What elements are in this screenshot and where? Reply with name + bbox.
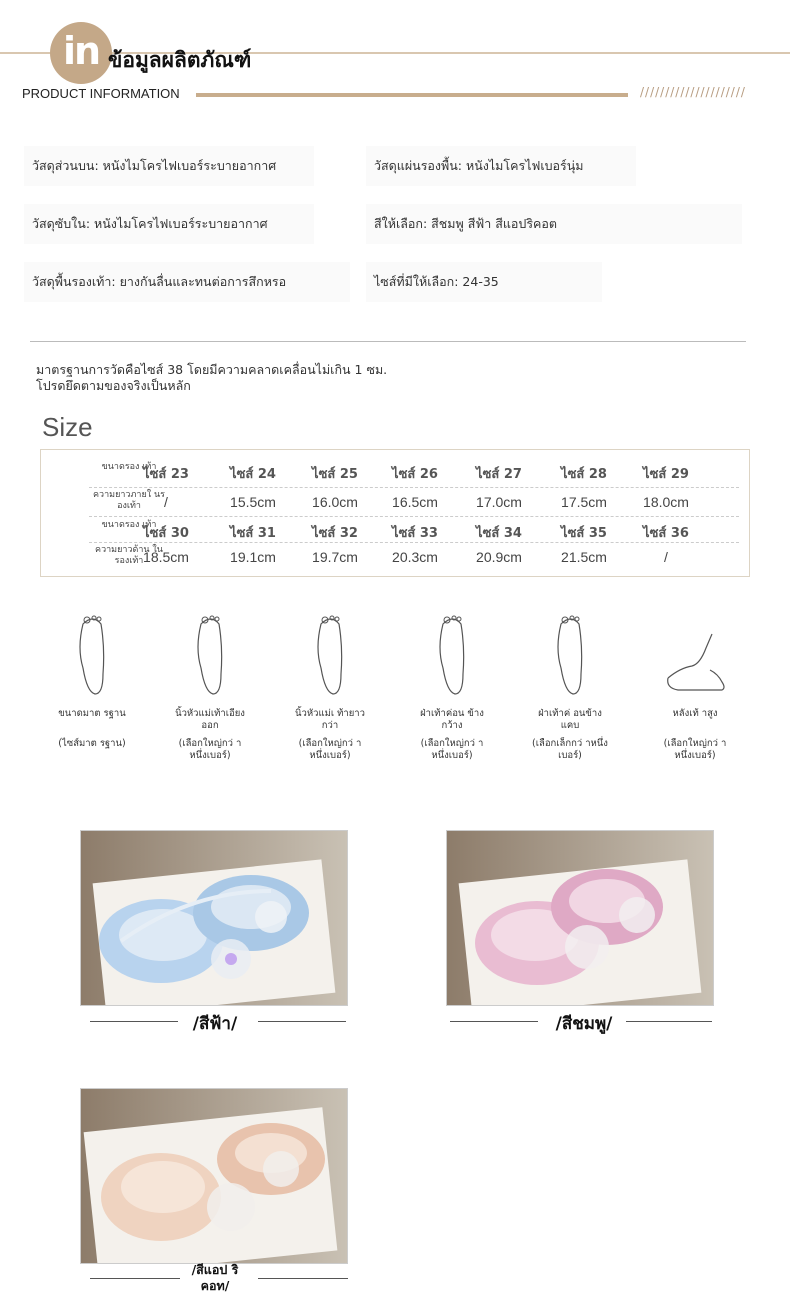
product-photo-pink — [446, 830, 714, 1006]
size-label: ไซส์ 23 — [143, 467, 189, 482]
length-value: 15.5cm — [230, 494, 276, 510]
caption-line — [258, 1021, 346, 1022]
row-label-length-1: ความยาวภายใ นรองเท้า — [93, 490, 165, 511]
foot-outline-icon — [417, 608, 487, 698]
size-label: ไซส์ 35 — [561, 526, 607, 541]
length-value: 17.5cm — [561, 494, 607, 510]
foot-type-advice: (เลือกใหญ่กว่ าหนึ่งเบอร์) — [178, 738, 242, 761]
foot-outline-icon — [295, 608, 365, 698]
info-upper: วัสดุส่วนบน: หนังไมโครไฟเบอร์ระบายอากาศ — [24, 146, 314, 186]
length-value: 16.0cm — [312, 494, 358, 510]
row-divider — [89, 516, 739, 517]
page-title: ข้อมูลผลิตภัณฑ์ — [108, 48, 252, 72]
caption-line — [258, 1278, 348, 1279]
size-label: ไซส์ 32 — [312, 526, 358, 541]
pink-shoes-image — [447, 831, 713, 1005]
size-label: ไซส์ 27 — [476, 467, 522, 482]
size-label: ไซส์ 30 — [143, 526, 189, 541]
info-lining: วัสดุซับใน: หนังไมโครไฟเบอร์ระบายอากาศ — [24, 204, 314, 244]
size-label: ไซส์ 26 — [392, 467, 438, 482]
length-value: 17.0cm — [476, 494, 522, 510]
length-value: 21.5cm — [561, 549, 607, 565]
page-subtitle: PRODUCT INFORMATION — [22, 86, 180, 101]
length-value: 20.3cm — [392, 549, 438, 565]
row-label-length-2: ความยาวด้าน ในรองเท้า — [95, 545, 163, 566]
foot-type-advice: (ไซส์มาต รฐาน) — [58, 738, 126, 749]
length-value: 18.5cm — [143, 549, 189, 565]
caption-line — [90, 1021, 178, 1022]
length-value: / — [164, 494, 168, 510]
foot-type-title: นิ้วหัวแม่เท้าเอียงออก — [175, 708, 245, 731]
row-divider — [89, 487, 739, 488]
foot-type-title: หลังเท้ าสูง — [672, 708, 718, 719]
caption-line — [450, 1021, 538, 1022]
foot-type-advice: (เลือกใหญ่กว่ าหนึ่งเบอร์) — [663, 738, 727, 761]
apricot-shoes-image — [81, 1089, 347, 1263]
blue-shoes-image — [81, 831, 347, 1005]
measure-note-line2: โปรดยึดตามของจริงเป็นหลัก — [36, 378, 191, 393]
caption-line — [626, 1021, 712, 1022]
size-label: ไซส์ 31 — [230, 526, 276, 541]
size-label: ไซส์ 28 — [561, 467, 607, 482]
header-slashes: ///////////////////// — [640, 85, 746, 99]
length-value: 19.7cm — [312, 549, 358, 565]
foot-type-title: นิ้วหัวแม่เ ท้ายาวกว่า — [295, 708, 365, 731]
size-label: ไซส์ 25 — [312, 467, 358, 482]
caption-line — [90, 1278, 180, 1279]
size-label: ไซส์ 29 — [643, 467, 689, 482]
info-insole: วัสดุแผ่นรองพื้น: หนังไมโครไฟเบอร์นุ่ม — [366, 146, 636, 186]
measure-note — [36, 362, 387, 394]
caption-blue: /สีฟ้า/ — [192, 1014, 238, 1034]
header-badge-icon: in — [50, 22, 112, 84]
info-outsole: วัสดุพื้นรองเท้า: ยางกันลื่นและทนต่อการสึกหรอ — [24, 262, 350, 302]
foot-outline-icon — [175, 608, 245, 698]
measure-note-line1: มาตรฐานการวัดคือไซส์ 38 โดยมีความคลาดเคลื่อนไม่เกิน 1 ซม. — [36, 362, 388, 377]
foot-outline-icon — [57, 608, 127, 698]
product-photo-blue — [80, 830, 348, 1006]
foot-type-title: ขนาดมาต รฐาน — [58, 708, 126, 719]
size-table — [40, 449, 750, 577]
size-label: ไซส์ 34 — [476, 526, 522, 541]
size-heading: Size — [42, 412, 93, 442]
foot-type-advice: (เลือกเล็กกว่ าหนึ่งเบอร์) — [532, 738, 608, 761]
length-value: 16.5cm — [392, 494, 438, 510]
caption-apricot: /สีแอป ริคอท/ — [191, 1262, 239, 1293]
length-value: 20.9cm — [476, 549, 522, 565]
row-label-size-1: ขนาดรอง เท้า — [101, 462, 157, 472]
row-label-size-2: ขนาดรอง เท้า — [101, 520, 157, 530]
length-value: 18.0cm — [643, 494, 689, 510]
foot-outline-icon — [660, 608, 730, 698]
size-label: ไซส์ 33 — [392, 526, 438, 541]
product-photo-apricot — [80, 1088, 348, 1264]
foot-type-advice: (เลือกใหญ่กว่ าหนึ่งเบอร์) — [298, 738, 362, 761]
info-sizes: ไซส์ที่มีให้เลือก: 24-35 — [366, 262, 602, 302]
foot-type-title: ฝ่าเท้าค่อน ข้างกว้าง — [420, 708, 484, 731]
size-label: ไซส์ 36 — [643, 526, 689, 541]
section-divider — [30, 341, 746, 342]
header-accent-bar — [196, 93, 628, 97]
size-label: ไซส์ 24 — [230, 467, 276, 482]
info-colors: สีให้เลือก: สีชมพู สีฟ้า สีแอปริคอต — [366, 204, 742, 244]
foot-type-title: ฝ่าเท้าค่ อนข้างแคบ — [538, 708, 602, 731]
length-value: / — [664, 549, 668, 565]
caption-pink: /สีชมพู/ — [555, 1014, 613, 1034]
foot-type-advice: (เลือกใหญ่กว่ าหนึ่งเบอร์) — [420, 738, 484, 761]
length-value: 19.1cm — [230, 549, 276, 565]
foot-outline-icon — [535, 608, 605, 698]
